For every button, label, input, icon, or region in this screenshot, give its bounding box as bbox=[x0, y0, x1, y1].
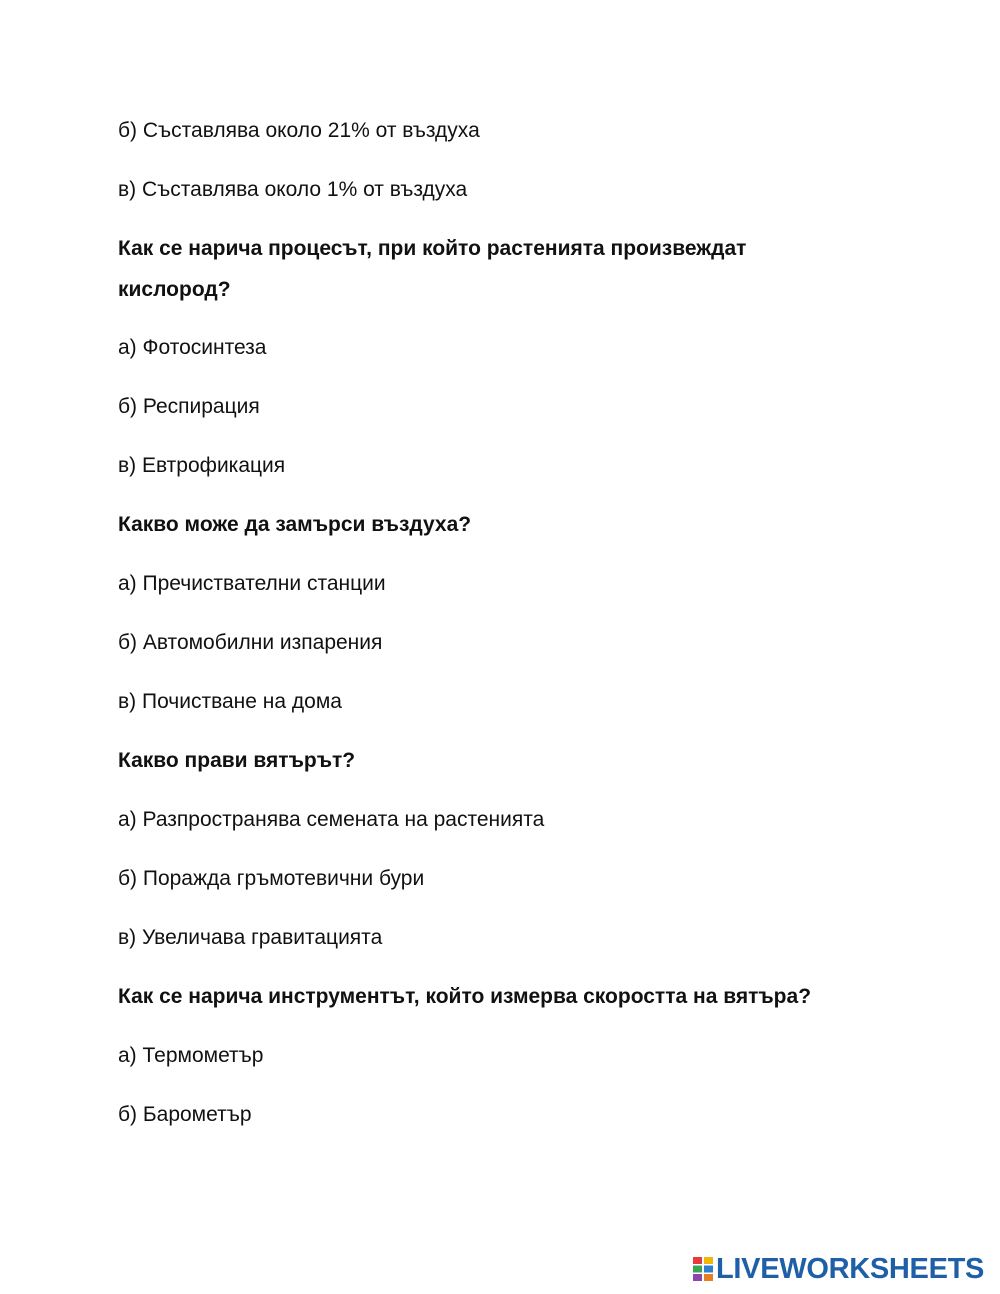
option-b-oxygen-21: б) Съставлява около 21% от въздуха bbox=[118, 119, 480, 142]
option-v-eutrophication: в) Евтрофикация bbox=[118, 454, 286, 477]
question-air-pollution: Какво може да замърси въздуха? bbox=[118, 513, 472, 536]
option-a-thermometer: а) Термометър bbox=[118, 1044, 264, 1067]
option-b-barometer: б) Барометър bbox=[118, 1103, 252, 1126]
option-b-car-exhaust: б) Автомобилни изпарения bbox=[118, 631, 383, 654]
option-v-home-cleaning: в) Почистване на дома bbox=[118, 690, 342, 713]
option-b-thunderstorms: б) Поражда гръмотевични бури bbox=[118, 867, 425, 890]
option-a-treatment-plants: а) Пречиствателни станции bbox=[118, 572, 386, 595]
liveworksheets-logo-icon bbox=[693, 1257, 713, 1281]
question-photosynthesis-line2: кислород? bbox=[118, 278, 231, 301]
question-wind-instrument: Как се нарича инструментът, който измерва скоростта на вятъра? bbox=[118, 985, 812, 1008]
question-wind: Какво прави вятърът? bbox=[118, 749, 356, 772]
liveworksheets-footer bbox=[693, 1253, 984, 1285]
question-photosynthesis-line1: Как се нарича процесът, при който растенията произвеждат bbox=[118, 237, 747, 260]
option-v-oxygen-1: в) Съставлява около 1% от въздуха bbox=[118, 178, 468, 201]
option-b-respiration: б) Респирация bbox=[118, 395, 260, 418]
option-v-gravity: в) Увеличава гравитацията bbox=[118, 926, 383, 949]
liveworksheets-brand: LIVEWORKSHEETS bbox=[716, 1252, 985, 1285]
option-a-photosynthesis: а) Фотосинтеза bbox=[118, 336, 267, 359]
option-a-spreads-seeds: а) Разпространява семената на растенията bbox=[118, 808, 545, 831]
